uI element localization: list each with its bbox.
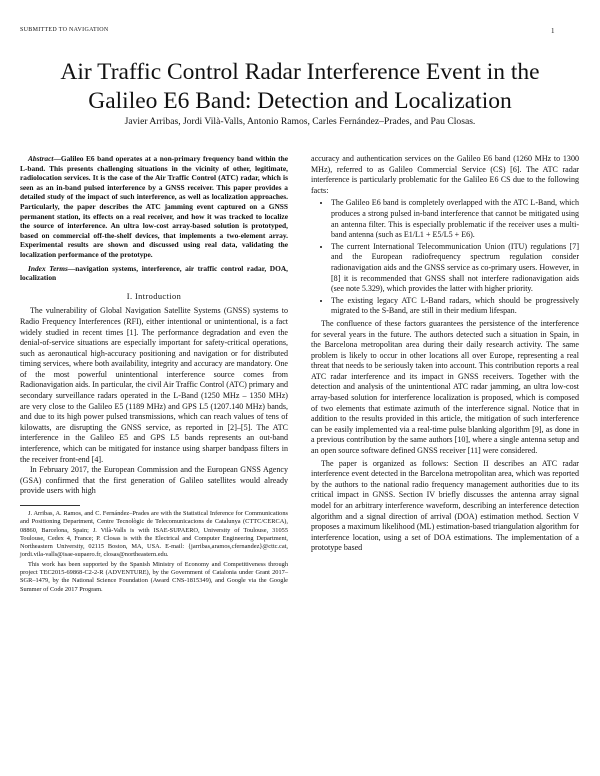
abstract <box>20 154 288 260</box>
right-column <box>311 154 579 554</box>
list-item: • The Galileo E6 band is completely overlapped with the ATC L-Band, which produces a strong pulsed in-band interference that cannot be mitigated using an antenna filter. This is especially problematic if the receiver uses a multi-band antenna (such as E1/L1 + E5/L5 + E6). <box>331 198 579 240</box>
paragraph: The paper is organized as follows: Section II describes an ATC radar interference event detected in the Barcelona metropolitan area, which was reported by the authors to the national radio frequency management authorities due to its critical impact in GNSS. Section IV briefly discusses the antenna array signal model for an arbitrary interference waveform, describing an interference detection algorithm and a signal direction of arrival (DOA) estimation method. Section V proposes a maximum likelihood (ML) estimation-based triangulation algorithm for interference location, using a set of DOA estimations. The implementation of a prototype based <box>311 458 579 553</box>
left-column <box>20 154 288 594</box>
bullet-list <box>311 198 579 317</box>
list-item: • The existing legacy ATC L-Band radars, which should be progressively migrated to the S-Band, are still in their medium lifespan. <box>331 296 579 317</box>
section-heading-introduction: I. Introduction <box>126 291 182 301</box>
author-list: Javier Arribas, Jordi Vilà-Valls, Antonio Ramos, Carles Fernández–Prades, and Pau Closas. <box>124 116 476 127</box>
paragraph: The confluence of these factors guarantees the persistence of the interference for several years in the future. The authors detected such a situation in Spain, in the Barcelona metropolitan area during their daily research activity. The same problem is likely to occur in other locations all over Europe, representing a real threat that needs to be seriously taken into account. This contribution reports a real ATC radar interference and its impact in GNSS receivers. Together with the detection and analysis of the unintentional ATC radar jamming, an ultra low-cost array-based solution for interference localization is proposed, which is composed of two elements that estimate azimuth of the interference signal. Notice that in addition to the results provided in this article, the mitigation of such interference can be easily implemented via a real-time pulse blanking algorithm [9], as done in a previous contribution by the same authors [10], where a single antenna setup and an open source software defined GNSS receiver [11] were considered. <box>311 318 579 456</box>
list-item: • The current International Telecommunication Union (ITU) regulations [7] and the European radiofrequency spectrum regulation consider radionavigation aids and the GNSS service as co-primary users. However, in [8] it is recommended that GNSS shall not interfere radionavigation aids (see note 5.329), which provides the latter with higher priority. <box>331 242 579 295</box>
page-number: 1 <box>551 27 555 35</box>
abstract-label: Abstract <box>28 154 54 163</box>
footnote-divider <box>20 505 80 506</box>
index-terms-label: Index Terms <box>28 263 68 273</box>
paragraph: accuracy and authentication services on the Galileo E6 band (1260 MHz to 1300 MHz), referred to as Galileo Commercial Service (CS) [6]. The ATC radar interference is particularly problematic for the Galileo E6 CS due to the following facts: <box>311 154 579 195</box>
running-header: SUBMITTED TO NAVIGATION <box>20 27 109 33</box>
index-terms <box>20 264 288 283</box>
footnote-funding: This work has been supported by the Spanish Ministry of Economy and Competitiveness through project TEC2015-69868-C2-2-R (ADVENTURE), by the Government of Catalonia under Grant 2017–SGR–1479, by the National Science Foundation (Award CNS-1815349), and Google via the Google Summer of Code 2017 Program. <box>20 560 288 593</box>
paragraph: In February 2017, the European Commission and the European GNSS Agency (GSA) confirmed that the first generation of Galileo satellites would already provide users with high <box>20 465 288 496</box>
paragraph: The vulnerability of Global Navigation Satellite Systems (GNSS) systems to Radio Frequency Interferences (RFI), either intentional or unintentional, is a fact widely studied in recent times [1]. The performance degradation and even the denial-of-service situations are especially important for safety-critical operations, such as aeronautical high-accuracy positioning and navigation or for distributed timing services, where both availability, integrity and accuracy are mandatory. One of the most powerful unintentional interference source comes from Radionavigation aids. In particular, the civil Air Traffic Control (ATC) primary and secondary surveillance radars operated in the L-Band (1250 MHz – 1350 MHz) are very close to the Galileo E5 (1189 MHz) and GPS L5 (1207.140 MHz) bands, and due to its high power pulsed transmissions, which can reach values of tens of kilowatts, are disrupting the GNSS service, as reported in [2]–[5]. The ATC interference in the Galileo E5 and GPS L5 bands represents an out-band interference, which can be mitigated for instance using sharper bandpass filters in the receiver front-end [4]. <box>20 306 288 464</box>
paper-title: Air Traffic Control Radar Interference Event in the Galileo E6 Band: Detection and Localization <box>60 59 540 114</box>
footnote-affiliations: J. Arribas, A. Ramos, and C. Fernández–Prades are with the Statistical Inference for Communications and Positioning Department, Centre Tecnològic de Telecomunicacions de Catalunya (CTTC/CERCA), 08860, Barcelona, Spain; J. Vilà-Valls is with ISAE-SUPAERO, University of Toulouse, 31055 Toulouse, Cedex 4, France; P. Closas is with the Electrical and Computer Engineering Department, Northeastern University, 02115 Boston, MA, USA. E-mail: {jarribas,aramos,cfernandez}@cttc.cat, jordi.vila-valls@isae-supaero.fr, closas@northeastern.edu. <box>20 510 288 559</box>
index-terms-text: —navigation systems, interference, air traffic control radar, DOA, localization <box>20 263 289 283</box>
abstract-text: —Galileo E6 band operates at a non-primary frequency band within the L-band. This presents challenging situations in the vicinity of other, legitimate, radiolocation services. It is the case of the Air Traffic Control (ATC) radar, which is seen as an in-band pulsed interference by a GNSS receiver. This paper provides a detailed study of the impact of such interference, as well as localization approaches. Particularly, the paper describes the ATC jamming event captured on a GNSS permanent station, its effects on a real receiver, and how it was tracked to localize the source of interference. An ultra low-cost array-based solution is prototyped, based on commercial off-the-shelf devices, that implements a two-element array. Experimental results are shown and discussed using real data, validating the localization performance of the prototype. <box>20 154 288 259</box>
